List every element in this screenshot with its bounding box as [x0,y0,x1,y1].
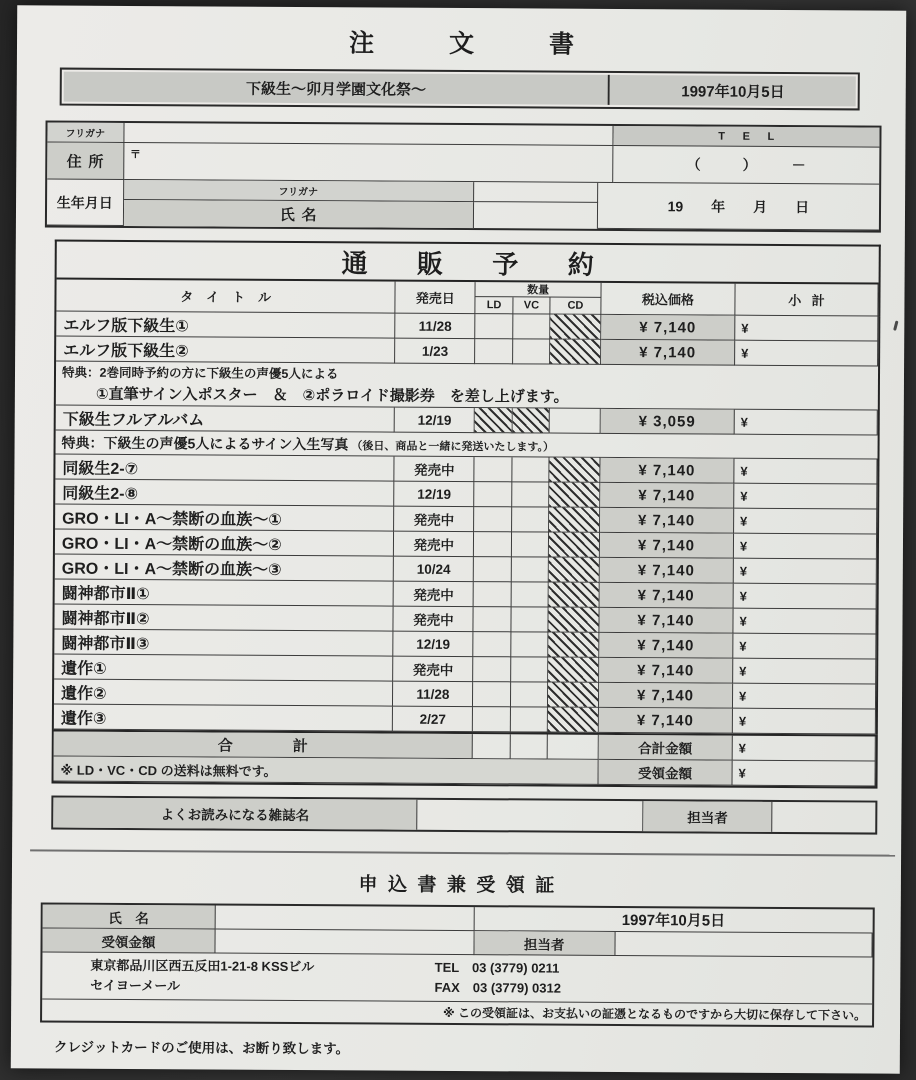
item-subtotal: ¥ [735,316,878,342]
item-title: 闘神都市Ⅱ① [55,580,395,607]
item-qty-vc [512,482,549,507]
item-price: ¥ 3,059 [601,409,735,435]
credit-card-note: クレジットカードのご使用は、お断り致します。 [53,1039,350,1057]
received-amount-field: ¥ [732,761,875,787]
item-release-date: 発売中 [394,532,474,557]
item-release-date: 12/19 [395,408,475,433]
item-subtotal: ¥ [733,709,876,735]
receipt-table [40,902,875,1027]
item-title: GRO・LI・A～禁断の血族～② [55,530,395,557]
column-title: タイトル [56,280,396,314]
item-subtotal: ¥ [734,584,877,610]
item-price: ¥ 7,140 [600,583,734,609]
item-release-date: 11/28 [396,314,476,339]
order-date: 1997年10月5日 [610,75,856,106]
receipt-date: 1997年10月5日 [474,907,873,933]
event-name: 下級生～卯月学園文化祭～ [64,72,611,105]
item-qty-cd [548,608,599,633]
tel-label: TEL [613,126,879,148]
item-price: ¥ 7,140 [600,558,734,584]
item-qty-cd [550,409,601,434]
document-title: 注文書 [348,29,650,60]
item-qty-ld [474,607,512,632]
item-qty-cd [549,558,600,583]
item-qty-cd [550,340,601,365]
receipt-amount-field [215,930,474,956]
received-amount-label: 受領金額 [598,760,732,786]
item-qty-ld [474,632,512,657]
item-title: GRO・LI・A～禁断の血族～① [55,505,395,532]
item-release-date: 2/27 [393,707,473,732]
item-subtotal: ¥ [733,684,876,710]
item-qty-ld [473,707,511,732]
item-qty-vc [511,682,548,707]
item-title: GRO・LI・A～禁断の血族～③ [55,555,395,582]
item-subtotal: ¥ [734,459,877,485]
furigana-label: フリガナ [124,180,474,202]
bonus-note: 特典：2巻同時予約の方に下級生の声優5人による ①直筆サイン入ポスター ＆ ②ポラロイド撮影券 を差し上げます。 [56,362,878,411]
item-price: ¥ 7,140 [600,483,734,509]
order-section-title: 通販予約 [57,242,879,285]
item-price: ¥ 7,140 [601,340,735,366]
item-subtotal: ¥ [734,509,877,535]
total-qty-vc [511,734,548,759]
item-price: ¥ 7,140 [599,658,733,684]
item-release-date: 発売中 [395,457,475,482]
address-label: 住所 [47,142,124,179]
mail-order-table [52,240,881,789]
item-qty-cd [548,683,599,708]
receipt-staff-label: 担当者 [474,931,615,956]
item-title: 闘神都市Ⅱ③ [54,630,394,657]
item-qty-vc [512,582,549,607]
item-release-date: 発売中 [394,607,474,632]
order-form-paper [11,5,906,1073]
bonus-note: 特典：下級生の声優5人によるサイン入生写真 （後日、商品と一緒に発送いたします。） [56,431,878,460]
item-release-date: 発売中 [395,507,475,532]
staff-label: 担当者 [643,801,772,832]
item-qty-vc [511,707,548,732]
item-subtotal: ¥ [733,609,876,635]
column-subtotal: 小計 [735,284,878,317]
column-price: 税込価格 [601,283,735,316]
item-subtotal: ¥ [734,484,877,510]
receipt-name-field [215,906,474,932]
item-qty-vc [512,532,549,557]
item-qty-vc [511,632,548,657]
receipt-keep-note: ※ この受領証は、お支払いの証憑となるものですから大切に保存して下さい。 [42,998,872,1025]
column-release-date: 発売日 [396,282,476,314]
item-qty-ld [473,657,511,682]
column-quantity: 数量 [476,282,602,298]
item-qty-cd [548,658,599,683]
item-qty-cd [549,508,600,533]
item-title: 遺作① [54,655,394,682]
item-title: 遺作② [54,680,394,707]
company-address: 東京都品川区西五反田1-21-8 KSSビル [90,957,315,974]
item-release-date: 11/28 [393,682,473,707]
item-qty-vc [513,339,550,364]
item-qty-ld [475,408,513,433]
item-release-date: 12/19 [394,632,474,657]
item-release-date: 10/24 [394,557,474,582]
item-qty-cd [549,583,600,608]
furigana-field [474,182,598,203]
item-subtotal: ¥ [734,559,877,585]
total-qty-cd [548,735,599,760]
item-release-date: 発売中 [394,582,474,607]
item-qty-vc [511,607,548,632]
item-qty-vc [511,657,548,682]
item-qty-cd [549,533,600,558]
item-title: 遺作③ [54,705,394,732]
item-subtotal: ¥ [733,659,876,685]
item-qty-ld [475,314,513,339]
total-row-label: 合 計 [54,732,473,760]
magazine-row [51,796,877,835]
birthdate-field: 19 年 月 日 [598,183,879,231]
item-qty-cd [548,708,599,733]
item-price: ¥ 7,140 [599,633,733,659]
item-subtotal: ¥ [735,410,878,436]
item-qty-ld [475,339,513,364]
receipt-name-label: 氏 名 [43,904,216,929]
item-price: ¥ 7,140 [600,458,734,484]
item-qty-ld [474,482,512,507]
item-qty-ld [474,532,512,557]
company-tel: TEL 03 (3779) 0211 [434,959,560,976]
item-release-date: 1/23 [396,339,476,364]
item-qty-ld [474,582,512,607]
item-qty-ld [474,557,512,582]
shipping-note: ※ LD・VC・CD の送料は無料です。 [54,757,599,785]
pen-mark [893,320,898,330]
receipt-staff-field [615,932,872,958]
total-amount-field: ¥ [733,736,876,762]
company-name: セイヨーメール [90,977,181,994]
magazine-label: よくお読みになる雑誌名 [53,798,417,830]
item-qty-ld [473,682,511,707]
order-table-header [54,240,880,317]
item-qty-cd [548,633,599,658]
company-address-block [42,952,872,1003]
furigana-label: フリガナ [47,122,124,142]
item-qty-cd [549,458,600,483]
item-price: ¥ 7,140 [599,683,733,709]
tel-field: （ ） － [613,146,879,185]
item-price: ¥ 7,140 [600,533,734,559]
item-qty-ld [475,457,513,482]
item-title: エルフ版下級生① [56,312,396,339]
birthdate-label: 生年月日 [47,179,124,225]
item-qty-vc [513,408,550,433]
item-price: ¥ 7,140 [599,708,733,734]
receipt-amount-label: 受領金額 [42,928,215,953]
item-price: ¥ 7,140 [601,315,735,341]
item-qty-ld [474,507,512,532]
address-field: 〒 [124,143,613,183]
receipt-title: 申込書兼受領証 [358,874,565,897]
item-subtotal: ¥ [733,634,876,660]
item-qty-vc [512,557,549,582]
item-title: 闘神都市Ⅱ② [54,605,394,632]
section-divider [30,849,895,856]
item-title: 同級生2-⑧ [55,480,395,507]
name-field [474,202,598,229]
item-release-date: 発売中 [394,657,474,682]
item-qty-vc [512,507,549,532]
staff-field [772,802,875,833]
magazine-field [417,800,643,831]
name-label: 氏名 [123,200,473,228]
customer-info-table [45,120,882,232]
item-qty-vc [512,457,549,482]
item-title: 下級生フルアルバム [56,406,396,433]
item-title: 同級生2-⑦ [55,455,395,482]
item-title: エルフ版下級生② [56,337,396,364]
item-subtotal: ¥ [734,534,877,560]
company-fax: FAX 03 (3779) 0312 [434,979,562,996]
order-rows [52,312,881,735]
item-subtotal: ¥ [735,341,878,367]
item-qty-vc [513,314,550,339]
item-price: ¥ 7,140 [599,608,733,634]
item-qty-cd [550,315,601,340]
total-amount-label: 合計金額 [599,735,733,761]
item-price: ¥ 7,140 [600,508,734,534]
total-qty-ld [473,734,511,759]
item-release-date: 12/19 [395,482,475,507]
event-header-bar [60,68,860,111]
column-vc: VC [513,297,550,314]
column-ld: LD [476,297,514,314]
item-qty-cd [549,483,600,508]
order-table-footer [52,730,878,789]
column-cd: CD [550,298,601,315]
